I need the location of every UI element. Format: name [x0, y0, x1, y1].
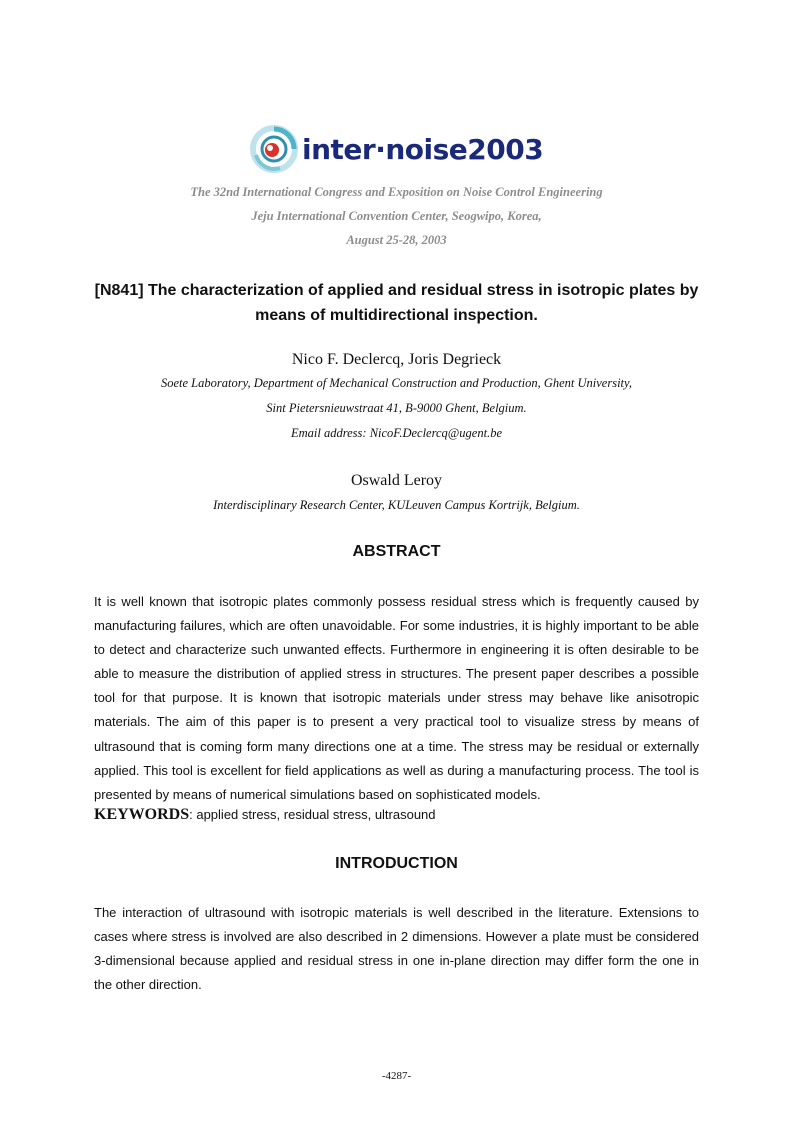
- introduction-heading: INTRODUCTION: [335, 855, 458, 872]
- affiliation-1-line-2: Sint Pietersnieuwstraat 41, B-9000 Ghent, Belgium.: [266, 401, 527, 415]
- logo-text-part1: inter: [302, 132, 376, 166]
- page-number: -4287-: [381, 1070, 412, 1082]
- keywords-line: [94, 806, 699, 824]
- abstract-text: It is well known that isotropic plates commonly possess residual stress which is frequently caused by manufacturing failures, which are often unavoidable. For some industries, it is highly important to be able to detect and characterize such unwanted effects. Furthermore in engineering it is often desirable to be able to measure the distribution of applied stress in structures. The present paper describes a possible tool for that purpose. It is known that isotropic materials under stress may behave like anisotropic materials. The aim of this paper is to present a very practical tool to visualize stress by means of ultrasound that is coming form many directions one at a time. The stress may be residual or externally applied. This tool is excellent for field applications as well as during a manufacturing process. The tool is presented by means of numerical simulations based on sophisticated models.: [94, 594, 699, 802]
- authors-group-1: Nico F. Declercq, Joris Degrieck: [291, 351, 502, 368]
- conference-line-1: The 32nd International Congress and Exposition on Noise Control Engineering: [190, 185, 603, 199]
- keywords-text: : applied stress, residual stress, ultrasound: [189, 807, 436, 822]
- paper-title: [N841] The characterization of applied and residual stress in isotropic plates by means of multidirectional inspection.: [94, 282, 699, 324]
- affiliation-1-line-1: Soete Laboratory, Department of Mechanical Construction and Production, Ghent University,: [160, 376, 632, 390]
- logo-dot: ·: [375, 132, 386, 166]
- affiliation-2-line-1: Interdisciplinary Research Center, KULeuven Campus Kortrijk, Belgium.: [213, 498, 580, 512]
- authors-group-2: Oswald Leroy: [350, 472, 443, 489]
- abstract-heading: ABSTRACT: [352, 543, 441, 560]
- conference-logo: [250, 120, 550, 178]
- conference-line-2: Jeju International Convention Center, Seogwipo, Korea,: [251, 209, 542, 223]
- logo-text-part2: noise2003: [385, 132, 544, 166]
- keywords-label: KEYWORDS: [94, 806, 190, 823]
- introduction-text: The interaction of ultrasound with isotropic materials is well described in the literature. Extensions to cases where stress is involved are also described in 2 dimensions. However a plate must be considered 3-dimensional because applied and residual stress in one in-plane direction may differ form the one in the other direction.: [94, 905, 699, 993]
- swirl-logo-icon: [250, 125, 298, 173]
- logo-wordmark: [302, 133, 543, 166]
- conference-line-3: August 25-28, 2003: [346, 233, 447, 247]
- affiliation-1-email: Email address: NicoF.Declercq@ugent.be: [291, 426, 502, 440]
